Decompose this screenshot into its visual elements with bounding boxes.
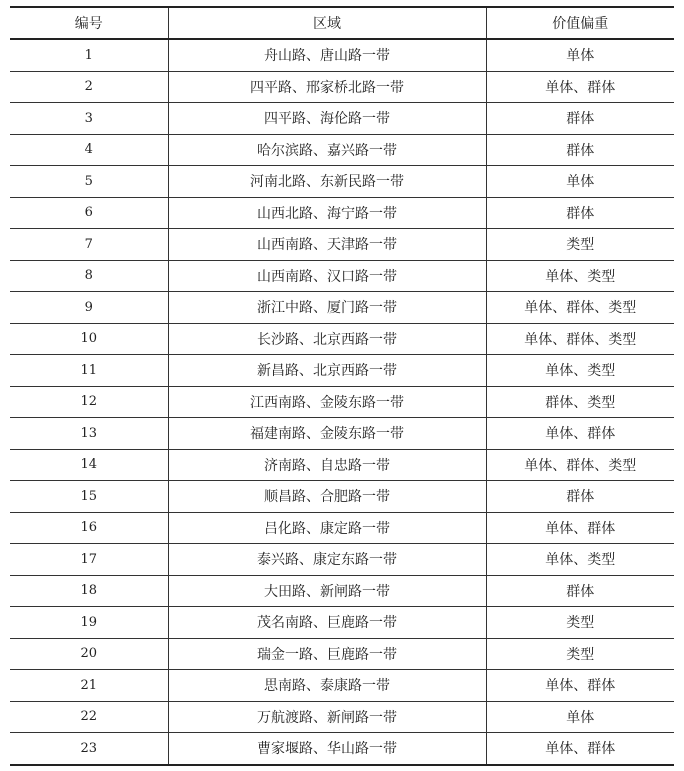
cell-number: 3 <box>10 103 168 135</box>
cell-number: 15 <box>10 481 168 513</box>
cell-area: 哈尔滨路、嘉兴路一带 <box>168 134 486 166</box>
cell-number: 12 <box>10 386 168 418</box>
cell-number: 4 <box>10 134 168 166</box>
cell-number: 6 <box>10 197 168 229</box>
cell-area: 万航渡路、新闸路一带 <box>168 701 486 733</box>
cell-number: 19 <box>10 607 168 639</box>
cell-value-focus: 群体 <box>486 134 674 166</box>
cell-value-focus: 群体 <box>486 103 674 135</box>
cell-area: 山西北路、海宁路一带 <box>168 197 486 229</box>
table-row <box>10 292 674 324</box>
cell-number: 13 <box>10 418 168 450</box>
header-value-focus: 价值偏重 <box>486 7 674 39</box>
cell-value-focus: 单体、群体 <box>486 733 674 765</box>
table-row <box>10 386 674 418</box>
table-row <box>10 481 674 513</box>
cell-number: 11 <box>10 355 168 387</box>
cell-value-focus: 群体 <box>486 575 674 607</box>
cell-value-focus: 单体、群体 <box>486 418 674 450</box>
cell-area: 山西南路、天津路一带 <box>168 229 486 261</box>
cell-value-focus: 单体 <box>486 166 674 198</box>
cell-area: 山西南路、汉口路一带 <box>168 260 486 292</box>
cell-value-focus: 类型 <box>486 638 674 670</box>
cell-value-focus: 群体 <box>486 481 674 513</box>
table-row <box>10 449 674 481</box>
cell-area: 瑞金一路、巨鹿路一带 <box>168 638 486 670</box>
cell-number: 8 <box>10 260 168 292</box>
table-row <box>10 134 674 166</box>
table-row <box>10 166 674 198</box>
cell-number: 10 <box>10 323 168 355</box>
cell-number: 9 <box>10 292 168 324</box>
cell-area: 福建南路、金陵东路一带 <box>168 418 486 450</box>
table-row <box>10 355 674 387</box>
cell-value-focus: 单体、类型 <box>486 260 674 292</box>
cell-number: 23 <box>10 733 168 765</box>
table-row <box>10 323 674 355</box>
cell-value-focus: 单体、群体、类型 <box>486 323 674 355</box>
cell-area: 思南路、泰康路一带 <box>168 670 486 702</box>
table-row <box>10 733 674 765</box>
cell-area: 舟山路、唐山路一带 <box>168 39 486 71</box>
cell-area: 浙江中路、厦门路一带 <box>168 292 486 324</box>
cell-number: 21 <box>10 670 168 702</box>
cell-value-focus: 单体、群体 <box>486 71 674 103</box>
cell-area: 泰兴路、康定东路一带 <box>168 544 486 576</box>
table-row <box>10 229 674 261</box>
cell-value-focus: 单体、群体、类型 <box>486 449 674 481</box>
cell-number: 20 <box>10 638 168 670</box>
cell-value-focus: 单体 <box>486 39 674 71</box>
cell-value-focus: 群体 <box>486 197 674 229</box>
cell-area: 河南北路、东新民路一带 <box>168 166 486 198</box>
cell-number: 16 <box>10 512 168 544</box>
cell-area: 曹家堰路、华山路一带 <box>168 733 486 765</box>
header-area: 区域 <box>168 7 486 39</box>
cell-area: 大田路、新闸路一带 <box>168 575 486 607</box>
cell-number: 18 <box>10 575 168 607</box>
table-row <box>10 71 674 103</box>
cell-area: 四平路、海伦路一带 <box>168 103 486 135</box>
cell-area: 吕化路、康定路一带 <box>168 512 486 544</box>
header-number: 编号 <box>10 7 168 39</box>
cell-area: 江西南路、金陵东路一带 <box>168 386 486 418</box>
table-row <box>10 260 674 292</box>
cell-value-focus: 单体、类型 <box>486 355 674 387</box>
cell-area: 顺昌路、合肥路一带 <box>168 481 486 513</box>
heritage-area-table <box>10 6 674 766</box>
table-row <box>10 575 674 607</box>
cell-value-focus: 类型 <box>486 229 674 261</box>
cell-area: 茂名南路、巨鹿路一带 <box>168 607 486 639</box>
cell-number: 5 <box>10 166 168 198</box>
cell-number: 22 <box>10 701 168 733</box>
table-row <box>10 544 674 576</box>
table-row <box>10 701 674 733</box>
cell-value-focus: 群体、类型 <box>486 386 674 418</box>
table-row <box>10 103 674 135</box>
table-header-row <box>10 7 674 39</box>
table-row <box>10 512 674 544</box>
table-row <box>10 39 674 71</box>
cell-value-focus: 单体、群体、类型 <box>486 292 674 324</box>
cell-area: 济南路、自忠路一带 <box>168 449 486 481</box>
cell-value-focus: 类型 <box>486 607 674 639</box>
cell-value-focus: 单体、群体 <box>486 670 674 702</box>
table-row <box>10 418 674 450</box>
cell-value-focus: 单体、群体 <box>486 512 674 544</box>
cell-area: 四平路、邢家桥北路一带 <box>168 71 486 103</box>
cell-area: 新昌路、北京西路一带 <box>168 355 486 387</box>
cell-number: 14 <box>10 449 168 481</box>
cell-number: 1 <box>10 39 168 71</box>
table-row <box>10 638 674 670</box>
cell-number: 17 <box>10 544 168 576</box>
table-row <box>10 670 674 702</box>
cell-number: 2 <box>10 71 168 103</box>
cell-number: 7 <box>10 229 168 261</box>
cell-area: 长沙路、北京西路一带 <box>168 323 486 355</box>
table-row <box>10 197 674 229</box>
cell-value-focus: 单体、类型 <box>486 544 674 576</box>
table-row <box>10 607 674 639</box>
cell-value-focus: 单体 <box>486 701 674 733</box>
